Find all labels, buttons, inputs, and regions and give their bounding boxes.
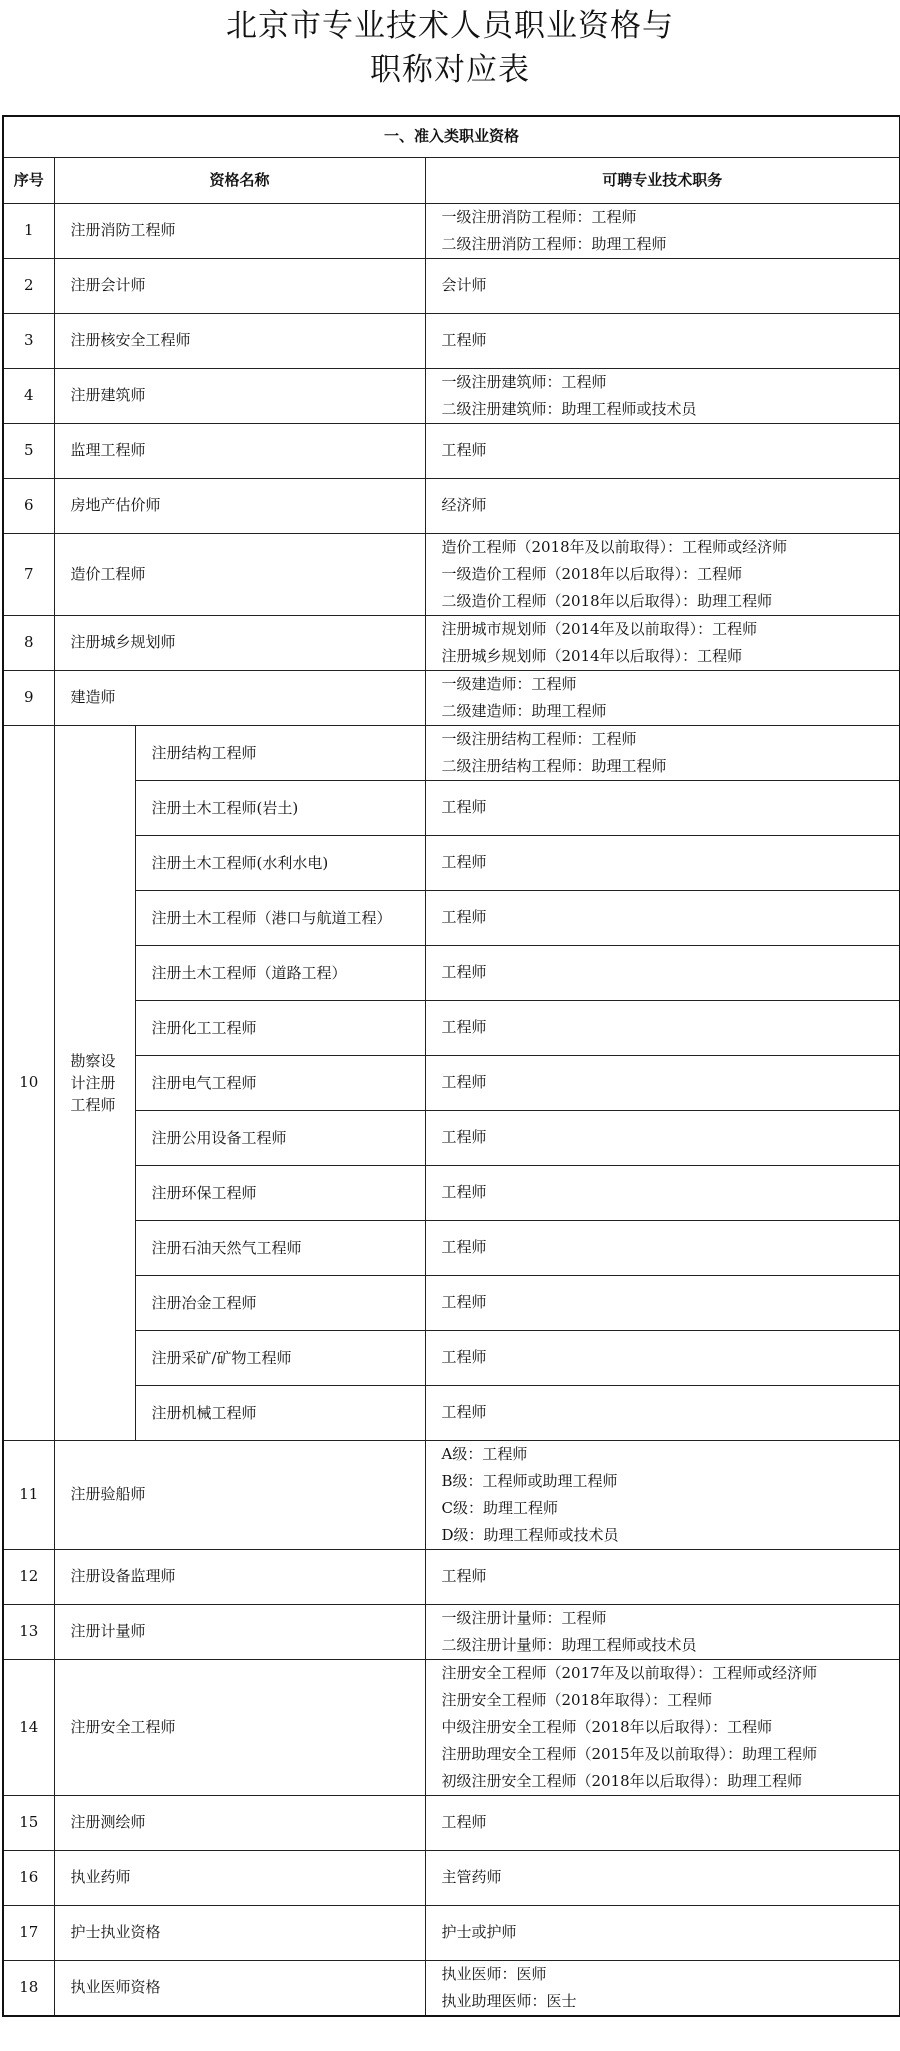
table-row bbox=[3, 670, 900, 725]
table-row bbox=[3, 725, 900, 780]
post-line: A级：工程师 bbox=[441, 1444, 528, 1463]
post-line: 工程师 bbox=[441, 1183, 487, 1201]
sub-qualification-text: 注册土木工程师（道路工程） bbox=[151, 963, 347, 982]
sub-qualification-text: 注册土木工程师(岩土) bbox=[151, 798, 299, 817]
post-cell bbox=[425, 478, 900, 533]
sub-qualification-name bbox=[135, 1385, 425, 1440]
qualification-name: 注册会计师 bbox=[54, 258, 425, 313]
sub-qualification-text: 注册冶金工程师 bbox=[151, 1293, 257, 1312]
post-line: 注册安全工程师（2018年取得）：工程师 bbox=[441, 1690, 713, 1709]
group-name bbox=[54, 725, 135, 1440]
sub-qualification-text: 注册环保工程师 bbox=[151, 1183, 257, 1202]
post-cell bbox=[425, 1165, 900, 1220]
group-name-text: 勘察设计注册工程师 bbox=[70, 1051, 116, 1114]
post-cell bbox=[425, 1960, 900, 2016]
row-number: 9 bbox=[3, 670, 54, 725]
sub-qualification-text: 注册电气工程师 bbox=[151, 1073, 257, 1092]
row-number: 7 bbox=[3, 533, 54, 615]
qualification-name: 注册核安全工程师 bbox=[54, 313, 425, 368]
post-line: 经济师 bbox=[441, 496, 487, 514]
table-row bbox=[3, 945, 900, 1000]
sub-qualification-text: 注册采矿/矿物工程师 bbox=[151, 1348, 292, 1367]
row-number: 16 bbox=[3, 1850, 54, 1905]
post-line: 执业医师：医师 bbox=[441, 1964, 547, 1983]
post-cell bbox=[425, 1385, 900, 1440]
sub-qualification-name bbox=[135, 1165, 425, 1220]
table-row bbox=[3, 313, 900, 368]
sub-qualification-text: 注册化工工程师 bbox=[151, 1018, 257, 1037]
post-line: 工程师 bbox=[441, 1813, 487, 1831]
post-cell bbox=[425, 1604, 900, 1659]
post-line: 工程师 bbox=[441, 963, 487, 981]
post-line: 工程师 bbox=[441, 853, 487, 871]
post-cell bbox=[425, 368, 900, 423]
table-row bbox=[3, 1659, 900, 1795]
row-number: 3 bbox=[3, 313, 54, 368]
section-row bbox=[3, 116, 900, 157]
table-row bbox=[3, 1440, 900, 1549]
row-number: 18 bbox=[3, 1960, 54, 2016]
post-line: 会计师 bbox=[441, 276, 487, 294]
qualification-table bbox=[2, 115, 900, 2017]
row-number: 4 bbox=[3, 368, 54, 423]
row-number: 14 bbox=[3, 1659, 54, 1795]
qualification-name: 执业药师 bbox=[54, 1850, 425, 1905]
row-number: 2 bbox=[3, 258, 54, 313]
row-number: 1 bbox=[3, 203, 54, 258]
qualification-name: 注册计量师 bbox=[54, 1604, 425, 1659]
post-cell bbox=[425, 258, 900, 313]
table-row bbox=[3, 1220, 900, 1275]
qualification-name: 造价工程师 bbox=[54, 533, 425, 615]
post-line: 二级建造师：助理工程师 bbox=[441, 701, 607, 720]
post-cell bbox=[425, 835, 900, 890]
sub-qualification-text: 注册机械工程师 bbox=[151, 1403, 257, 1422]
sub-qualification-name bbox=[135, 945, 425, 1000]
table-row bbox=[3, 780, 900, 835]
post-cell bbox=[425, 890, 900, 945]
row-number: 12 bbox=[3, 1549, 54, 1604]
post-cell bbox=[425, 1659, 900, 1795]
sub-qualification-text: 注册石油天然气工程师 bbox=[151, 1238, 302, 1257]
table-row bbox=[3, 1000, 900, 1055]
table-row bbox=[3, 258, 900, 313]
post-line: 工程师 bbox=[441, 1238, 487, 1256]
post-line: 工程师 bbox=[441, 1018, 487, 1036]
sub-qualification-name bbox=[135, 780, 425, 835]
col-header-post: 可聘专业技术职务 bbox=[425, 157, 900, 203]
post-line: 注册城市规划师（2014年及以前取得）：工程师 bbox=[441, 619, 758, 638]
sub-qualification-name bbox=[135, 1055, 425, 1110]
post-line: 工程师 bbox=[441, 1128, 487, 1146]
post-line: 二级注册结构工程师：助理工程师 bbox=[441, 756, 667, 775]
sub-qualification-name bbox=[135, 1330, 425, 1385]
row-number: 8 bbox=[3, 615, 54, 670]
post-line: B级：工程师或助理工程师 bbox=[441, 1471, 618, 1490]
qualification-name: 注册验船师 bbox=[54, 1440, 425, 1549]
sub-qualification-name bbox=[135, 1275, 425, 1330]
post-cell bbox=[425, 1905, 900, 1960]
post-line: 一级注册建筑师：工程师 bbox=[441, 372, 607, 391]
table-row bbox=[3, 1110, 900, 1165]
post-cell bbox=[425, 615, 900, 670]
qualification-name: 注册城乡规划师 bbox=[54, 615, 425, 670]
post-line: 一级建造师：工程师 bbox=[441, 674, 577, 693]
table-row bbox=[3, 1795, 900, 1850]
table-row bbox=[3, 1850, 900, 1905]
sub-qualification-name bbox=[135, 725, 425, 780]
row-number: 15 bbox=[3, 1795, 54, 1850]
col-header-num: 序号 bbox=[3, 157, 54, 203]
post-line: D级：助理工程师或技术员 bbox=[441, 1525, 619, 1544]
table-row bbox=[3, 1275, 900, 1330]
qualification-name: 注册安全工程师 bbox=[54, 1659, 425, 1795]
post-line: 一级注册计量师：工程师 bbox=[441, 1608, 607, 1627]
row-number: 6 bbox=[3, 478, 54, 533]
post-line: 工程师 bbox=[441, 331, 487, 349]
sub-qualification-name bbox=[135, 835, 425, 890]
sub-qualification-name bbox=[135, 1000, 425, 1055]
qualification-name: 执业医师资格 bbox=[54, 1960, 425, 2016]
post-line: 工程师 bbox=[441, 908, 487, 926]
post-cell bbox=[425, 725, 900, 780]
post-line: 二级造价工程师（2018年以后取得）：助理工程师 bbox=[441, 591, 773, 610]
post-line: 工程师 bbox=[441, 1403, 487, 1421]
post-cell bbox=[425, 1055, 900, 1110]
post-line: 主管药师 bbox=[441, 1868, 502, 1886]
table-row bbox=[3, 1549, 900, 1604]
post-line: 工程师 bbox=[441, 441, 487, 459]
post-line: 二级注册消防工程师：助理工程师 bbox=[441, 234, 667, 253]
qualification-name: 建造师 bbox=[54, 670, 425, 725]
sub-qualification-name bbox=[135, 1220, 425, 1275]
page-title bbox=[0, 4, 900, 92]
post-cell bbox=[425, 203, 900, 258]
post-line: C级：助理工程师 bbox=[441, 1498, 558, 1517]
post-cell bbox=[425, 1110, 900, 1165]
post-cell bbox=[425, 313, 900, 368]
sub-qualification-name bbox=[135, 1110, 425, 1165]
post-line: 工程师 bbox=[441, 1073, 487, 1091]
table-row bbox=[3, 533, 900, 615]
section-title: 一、准入类职业资格 bbox=[3, 116, 900, 157]
qualification-name: 注册设备监理师 bbox=[54, 1549, 425, 1604]
sub-qualification-name bbox=[135, 890, 425, 945]
table-row bbox=[3, 1385, 900, 1440]
row-number: 11 bbox=[3, 1440, 54, 1549]
post-line: 中级注册安全工程师（2018年以后取得）：工程师 bbox=[441, 1717, 773, 1736]
post-line: 工程师 bbox=[441, 1567, 487, 1585]
table-row bbox=[3, 423, 900, 478]
sub-qualification-text: 注册公用设备工程师 bbox=[151, 1128, 287, 1147]
post-cell bbox=[425, 945, 900, 1000]
post-cell bbox=[425, 1549, 900, 1604]
row-number: 13 bbox=[3, 1604, 54, 1659]
qualification-name: 房地产估价师 bbox=[54, 478, 425, 533]
post-line: 工程师 bbox=[441, 1348, 487, 1366]
post-line: 注册安全工程师（2017年及以前取得）：工程师或经济师 bbox=[441, 1663, 818, 1682]
col-header-name: 资格名称 bbox=[54, 157, 425, 203]
title-line-2: 职称对应表 bbox=[370, 52, 530, 88]
table-row bbox=[3, 890, 900, 945]
sub-qualification-text: 注册结构工程师 bbox=[151, 743, 257, 762]
qualification-name: 注册消防工程师 bbox=[54, 203, 425, 258]
post-cell bbox=[425, 1000, 900, 1055]
qualification-name: 护士执业资格 bbox=[54, 1905, 425, 1960]
post-line: 注册城乡规划师（2014年以后取得）：工程师 bbox=[441, 646, 743, 665]
post-cell bbox=[425, 1440, 900, 1549]
post-line: 工程师 bbox=[441, 1293, 487, 1311]
qualification-name: 监理工程师 bbox=[54, 423, 425, 478]
table-row bbox=[3, 615, 900, 670]
table-row bbox=[3, 1165, 900, 1220]
qualification-name: 注册测绘师 bbox=[54, 1795, 425, 1850]
post-cell bbox=[425, 1330, 900, 1385]
table-row bbox=[3, 368, 900, 423]
post-line: 一级注册结构工程师：工程师 bbox=[441, 729, 637, 748]
qualification-name: 注册建筑师 bbox=[54, 368, 425, 423]
table-row bbox=[3, 1330, 900, 1385]
table-row bbox=[3, 1055, 900, 1110]
post-cell bbox=[425, 1220, 900, 1275]
post-line: 一级注册消防工程师：工程师 bbox=[441, 207, 637, 226]
post-line: 注册助理安全工程师（2015年及以前取得）：助理工程师 bbox=[441, 1744, 818, 1763]
post-line: 执业助理医师：医士 bbox=[441, 1991, 577, 2010]
post-line: 工程师 bbox=[441, 798, 487, 816]
post-cell bbox=[425, 533, 900, 615]
table-row bbox=[3, 1905, 900, 1960]
table-row bbox=[3, 203, 900, 258]
table-row bbox=[3, 478, 900, 533]
sub-qualification-text: 注册土木工程师（港口与航道工程） bbox=[151, 908, 392, 927]
post-cell bbox=[425, 1275, 900, 1330]
post-cell bbox=[425, 670, 900, 725]
title-line-1: 北京市专业技术人员职业资格与 bbox=[226, 8, 674, 44]
row-number: 10 bbox=[3, 725, 54, 1440]
table-row bbox=[3, 1960, 900, 2016]
post-line: 护士或护师 bbox=[441, 1923, 517, 1941]
table-row bbox=[3, 1604, 900, 1659]
post-line: 二级注册计量师：助理工程师或技术员 bbox=[441, 1635, 697, 1654]
row-number: 17 bbox=[3, 1905, 54, 1960]
post-cell bbox=[425, 1795, 900, 1850]
post-cell bbox=[425, 1850, 900, 1905]
post-line: 造价工程师（2018年及以前取得）：工程师或经济师 bbox=[441, 537, 788, 556]
table-row bbox=[3, 835, 900, 890]
post-cell bbox=[425, 423, 900, 478]
post-cell bbox=[425, 780, 900, 835]
post-line: 二级注册建筑师：助理工程师或技术员 bbox=[441, 399, 697, 418]
post-line: 初级注册安全工程师（2018年以后取得）：助理工程师 bbox=[441, 1771, 803, 1790]
post-line: 一级造价工程师（2018年以后取得）：工程师 bbox=[441, 564, 743, 583]
header-row bbox=[3, 157, 900, 203]
sub-qualification-text: 注册土木工程师(水利水电) bbox=[151, 853, 329, 872]
row-number: 5 bbox=[3, 423, 54, 478]
